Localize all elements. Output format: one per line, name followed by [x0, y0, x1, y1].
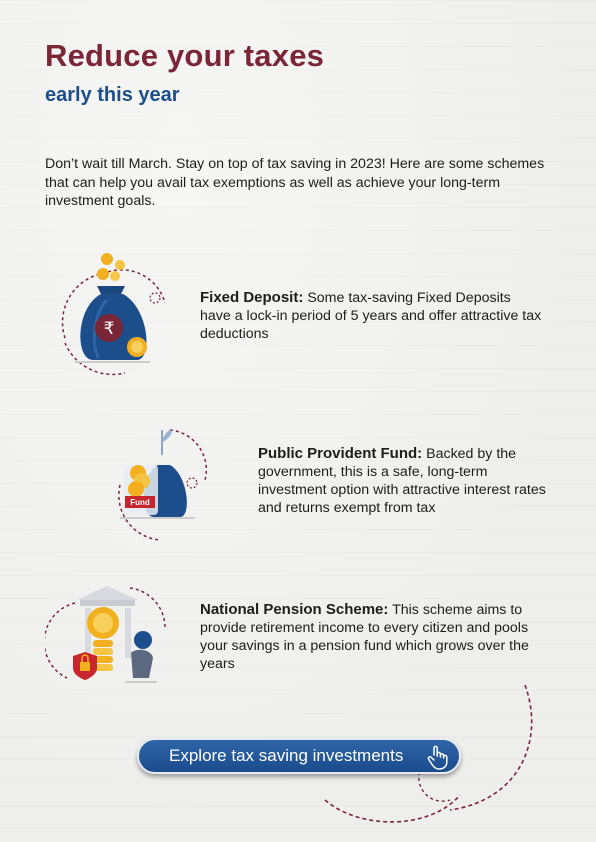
scheme-description: This scheme aims to provide retirement income to every citizen and pools your savings in a pension fund which grows over the years	[200, 602, 529, 672]
page-title: Reduce your taxes	[45, 38, 325, 73]
scheme-fixed-deposit	[200, 289, 545, 343]
pension-icon	[45, 578, 175, 696]
scheme-description: Some tax-saving Fixed Deposits have a lock-in period of 5 years and offer attractive tax deductions	[200, 290, 542, 342]
hand-pointer-icon	[425, 745, 449, 771]
scheme-description: Backed by the government, this is a safe, long-term investment option with attractive interest rates and returns exempt from tax	[258, 446, 546, 516]
scheme-title: Public Provident Fund:	[258, 445, 423, 462]
scheme-public-provident-fund	[258, 445, 548, 517]
fund-badge: Fund	[130, 498, 150, 507]
scheme-national-pension	[200, 601, 540, 673]
money-bag-icon	[45, 248, 175, 383]
intro-text: Don’t wait till March. Stay on top of tax saving in 2023! Here are some schemes that can help you avail tax exemptions as well as achieve your long-term investment goals.	[45, 156, 545, 209]
svg-text:₹: ₹	[103, 319, 115, 339]
page-subtitle: early this year	[45, 84, 180, 106]
scheme-title: Fixed Deposit:	[200, 289, 304, 306]
scheme-title: National Pension Scheme:	[200, 601, 389, 618]
explore-investments-button[interactable]	[137, 738, 461, 774]
button-label: Explore tax saving investments	[169, 746, 404, 765]
fund-jar-icon	[100, 425, 220, 545]
